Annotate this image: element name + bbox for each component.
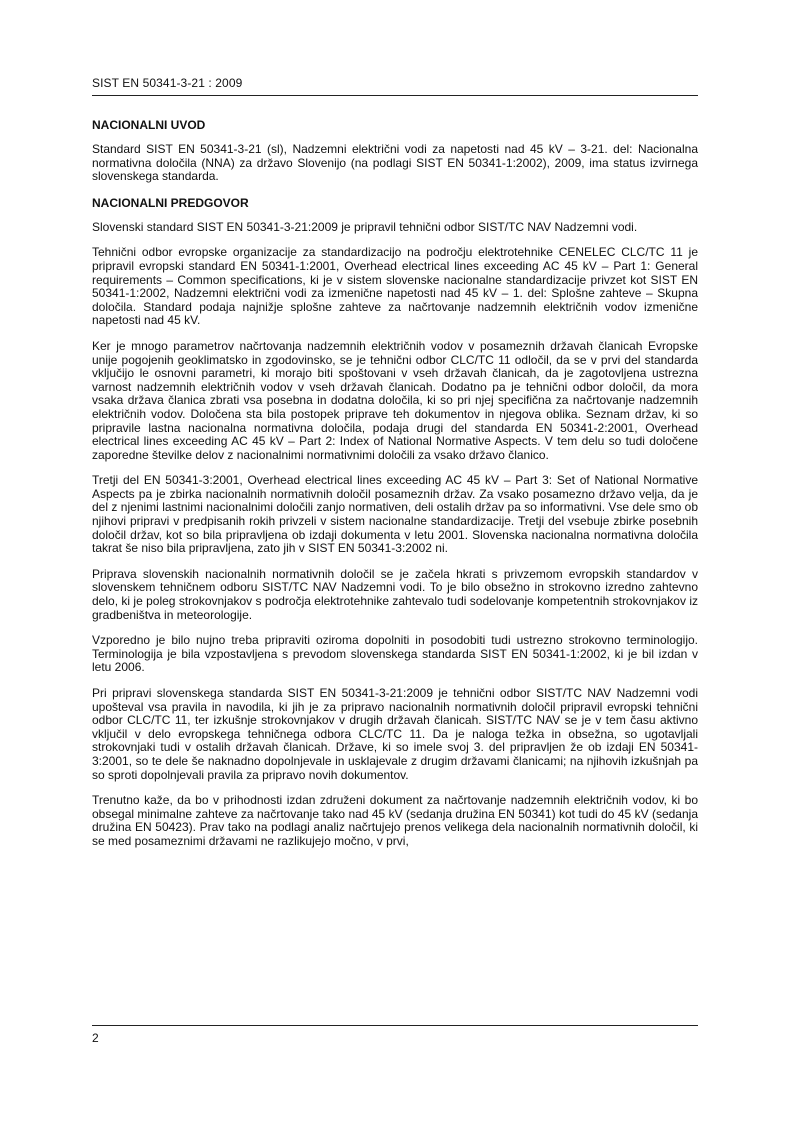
section-national-foreword [92,196,698,849]
paragraph: Ker je mnogo parametrov načrtovanja nadzemnih električnih vodov v posameznih državah članicah Evropske unije pogojenih geoklimatsko in zgodovinsko, se je tehnični odbor CLC/TC 11 odločil, da se v prvi del standarda vključijo le osnovni parametri, ki morajo biti spoštovani v vseh državah članicah, da je zagotovljena ustrezna varnost nadzemnih električnih vodov v vseh državah članicah. Dodatno pa je tehnični odbor določil, da mora vsaka država članica zbrati vsa posebna in dodatna določila, ki so pri njej specifična za načrtovanje nadzemnih električnih vodov. Določena sta bila postopek priprave teh dokumentov in njegova oblika. Seznam držav, ki so pripravile lastna nacionalna normativna določila, podaja drugi del standarda EN 50341-2:2001, Overhead electrical lines exceeding AC 45 kV – Part 2: Index of National Normative Aspects. V tem delu so tudi določene zaporedne številke delov z nacionalnimi normativnimi določili za vsako državo članico. [92,338,698,462]
page-number: 2 [92,1031,99,1045]
section-national-introduction [92,118,698,184]
header-divider [92,95,698,96]
paragraph: Priprava slovenskih nacionalnih normativnih določil se je začela hkrati s privzemom evropskih standardov v slovenskem tehničnem odboru SIST/TC NAV Nadzemni vodi. To je bilo obsežno in strokovno izredno zahtevno delo, ki je poleg strokovnjakov s področja elektrotehnike zahtevalo tudi sodelovanje kompetentnih strokovnjakov iz gradbeništva in meteorologije. [92,566,698,622]
footer-divider [92,1025,698,1026]
section-heading: NACIONALNI UVOD [92,118,206,132]
section-heading: NACIONALNI PREDGOVOR [92,195,249,210]
paragraph: Tehnični odbor evropske organizacije za standardizacijo na področju elektrotehnike CENELEC CLC/TC 11 je pripravil evropski standard EN 50341-1:2001, Overhead electrical lines exceeding AC 45 kV – Part 1: General requirements – Common specifications, ki je v sistem slovenske nacionalne standardizacije privzet kot SIST EN 50341-1:2002, Nadzemni električni vodi za izmenične napetosti nad 45 kV – 1. del: Splošne zahteve – Skupna določila. Standard podaja najnižje splošne zahteve za načrtovanje nadzemnih električnih vodov izmenične napetosti nad 45 kV. [92,245,698,328]
paragraph: Standard SIST EN 50341-3-21 (sl), Nadzemni električni vodi za napetosti nad 45 kV – 3-21. del: Nacionalna normativna določila (NNA) za državo Slovenijo (na podlagi SIST EN 50341-1:2002), 2009, ima status izvirnega slovenskega standarda. [92,142,698,184]
paragraph: Slovenski standard SIST EN 50341-3-21:2009 je pripravil tehnični odbor SIST/TC NAV Nadzemni vodi. [92,219,638,234]
page-content [92,110,698,861]
paragraph: Tretji del EN 50341-3:2001, Overhead electrical lines exceeding AC 45 kV – Part 3: Set of National Normative Aspects pa je zbirka nacionalnih normativnih določil posameznih držav. Za vsako posamezno državo velja, da je del z njenimi lastnimi nacionalnimi določili zanjo normativen, deli ostalih držav pa so informativni. Vse dele smo ob njihovi pripravi v predpisanih rokih privzeli v sistem nacionalne standardizacije. Tretji del vsebuje zbirke posebnih določil držav, kot so bila pripravljena ob izdaji dokumenta v letu 2001. Slovenska nacionalna normativna določila takrat še niso bila pripravljena, zato jih v SIST EN 50341-3:2002 ni. [92,473,698,556]
paragraph: Trenutno kaže, da bo v prihodnosti izdan združeni dokument za načrtovanje nadzemnih električnih vodov, ki bo obsegal minimalne zahteve za načrtovanje tako nad 45 kV (sedanja družina EN 50341) kot tudi do 45 kV (sedanja družina EN 50423). Prav tako na podlagi analiz načrtujejo prenos velikega dela nacionalnih normativnih določil, ki se med posameznimi državami ne razlikujejo močno, v prvi, [92,793,698,848]
page-header: SIST EN 50341-3-21 : 2009 [92,76,243,90]
paragraph: Vzporedno je bilo nujno treba pripraviti oziroma dopolniti in posodobiti tudi ustrezno strokovno terminologijo. Terminologija je bila vzpostavljena s prevodom slovenskega standarda SIST EN 50341-1:2002, ki je bil izdan v letu 2006. [92,633,698,675]
paragraph: Pri pripravi slovenskega standarda SIST EN 50341-3-21:2009 je tehnični odbor SIST/TC NAV Nadzemni vodi upošteval vsa pravila in navodila, ki jih je za pripravo nacionalnih normativnih določil pripravil evropski tehnični odbor CLC/TC 11, ter izkušnje strokovnjakov v drugih državah članicah. SIST/TC NAV se je v tem času aktivno vključil v delo evropskega tehničnega odbora CLC/TC 11. Da je naloga težka in obsežna, so ugotavljali strokovnjaki tudi v ostalih državah članicah. Države, ki so imele svoj 3. del pripravljen že ob izdaji EN 50341-3:2001, so te dele še naknadno dopolnjevale in usklajevale z drugim državami članicami; na njihovih izkušnjah pa so sproti dopolnjevali pravila za pripravo novih dokumentov. [92,686,698,782]
